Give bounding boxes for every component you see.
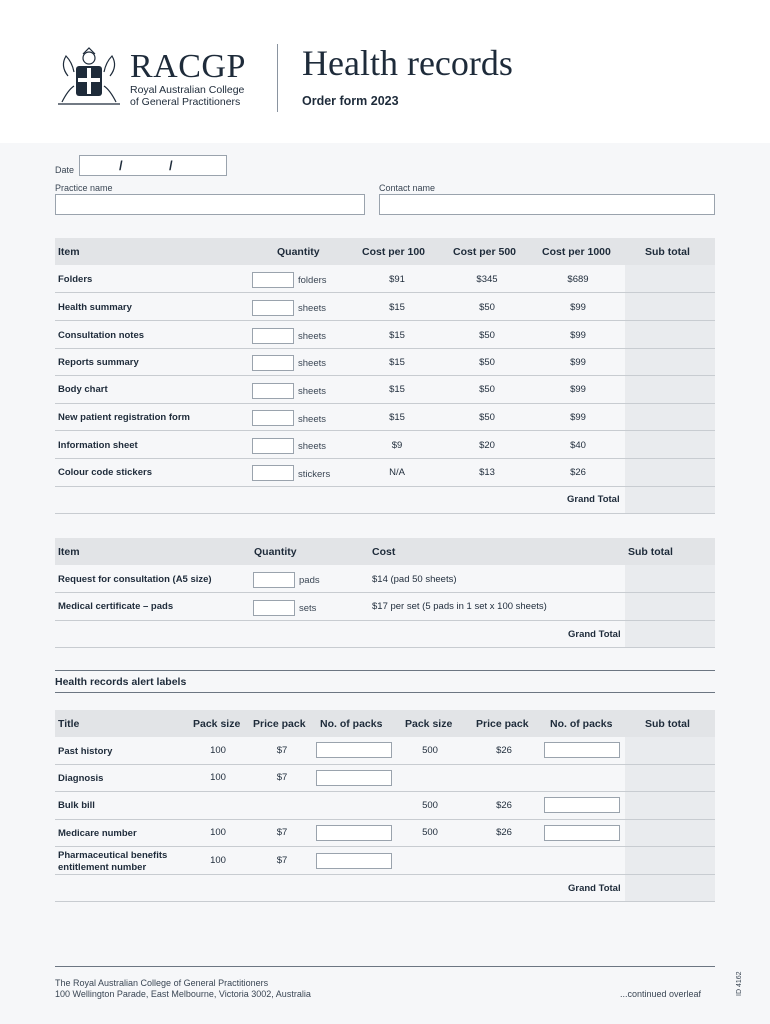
price-pack: $7 [276, 827, 288, 838]
item-name: Medical certificate – pads [58, 601, 174, 612]
date-input[interactable] [79, 155, 227, 176]
unit-label: stickers [298, 469, 331, 480]
price-pack: $7 [276, 745, 288, 756]
practice-name-label: Practice name [55, 183, 113, 193]
cost-1000: $689 [567, 274, 589, 285]
pack-size: 100 [210, 855, 226, 866]
cost-100: $15 [389, 330, 405, 341]
no-of-packs-input-2[interactable] [544, 797, 620, 813]
pack-size: 100 [210, 745, 226, 756]
date-separator: / [169, 158, 173, 173]
date-separator: / [119, 158, 123, 173]
no-of-packs-input[interactable] [316, 742, 392, 758]
cost-500: $50 [479, 357, 495, 368]
col-quantity: Quantity [254, 546, 297, 558]
table-row [55, 431, 715, 459]
quantity-input[interactable] [252, 465, 294, 481]
table-row [55, 293, 715, 321]
table2-header [55, 538, 715, 565]
item-name: Colour code stickers [58, 467, 152, 478]
table-row [55, 737, 715, 765]
cost-100: $91 [389, 274, 405, 285]
quantity-input[interactable] [252, 383, 294, 399]
grand-total-label: Grand Total [568, 629, 621, 640]
col-subtotal: Sub total [628, 546, 673, 558]
grand-total-label: Grand Total [567, 494, 620, 505]
quantity-input[interactable] [252, 300, 294, 316]
subtotal-cell[interactable] [625, 265, 715, 292]
label-title-line-1: Pharmaceutical benefits [58, 850, 168, 861]
item-name: Reports summary [58, 357, 139, 368]
col-price-pack-2: Price pack [476, 718, 529, 730]
cost-1000: $99 [570, 384, 586, 395]
no-of-packs-input-2[interactable] [544, 742, 620, 758]
table-row [55, 765, 715, 792]
section-divider [55, 692, 715, 693]
subtotal-cell[interactable] [625, 792, 715, 819]
unit-label: sets [299, 603, 317, 614]
subtotal-cell[interactable] [625, 593, 715, 620]
table-row [55, 265, 715, 293]
cost-1000: $40 [570, 440, 586, 451]
document-id: ID 4162 [736, 971, 743, 996]
table-row [55, 820, 715, 847]
cost-1000: $26 [570, 467, 586, 478]
grand-total-cell[interactable] [625, 487, 715, 513]
pack-size-2: 500 [422, 800, 438, 811]
college-line-1: Royal Australian College [130, 84, 245, 96]
table-row [55, 459, 715, 487]
col-cost-1000: Cost per 1000 [542, 246, 611, 258]
table-row [55, 404, 715, 431]
table1-header [55, 238, 715, 265]
table3-header [55, 710, 715, 737]
col-subtotal: Sub total [645, 246, 690, 258]
col-cost: Cost [372, 546, 396, 558]
unit-label: sheets [298, 441, 326, 452]
subtotal-cell[interactable] [625, 431, 715, 458]
col-cost-500: Cost per 500 [453, 246, 517, 258]
cost-500: $345 [476, 274, 498, 285]
cost-500: $50 [479, 302, 495, 313]
subtotal-cell[interactable] [625, 349, 715, 375]
page-subtitle: Order form 2023 [302, 94, 399, 108]
footer-org-name: The Royal Australian College of General Practitioners [55, 978, 269, 988]
col-pack-size: Pack size [193, 718, 241, 730]
label-title: Medicare number [58, 828, 137, 839]
footer-address [55, 978, 311, 1000]
brand-name: RACGP [130, 48, 246, 85]
page-title: Health records [302, 43, 513, 83]
cost-1000: $99 [570, 302, 586, 313]
label-title: Bulk bill [58, 800, 95, 811]
unit-label: sheets [298, 386, 326, 397]
table-row [55, 847, 715, 875]
price-pack-2: $26 [496, 827, 512, 838]
contact-name-input[interactable] [379, 194, 715, 215]
footer-org-address: 100 Wellington Parade, East Melbourne, Victoria 3002, Australia [55, 989, 311, 999]
subtotal-cell[interactable] [625, 737, 715, 764]
no-of-packs-input[interactable] [316, 853, 392, 869]
col-quantity: Quantity [277, 246, 320, 258]
practice-name-input[interactable] [55, 194, 365, 215]
col-pack-size-2: Pack size [405, 718, 453, 730]
cost-100: $15 [389, 357, 405, 368]
pack-size-2: 500 [422, 745, 438, 756]
unit-label: folders [298, 275, 327, 286]
subtotal-cell[interactable] [625, 820, 715, 846]
cost-500: $20 [479, 440, 495, 451]
quantity-input[interactable] [253, 572, 295, 588]
footer-divider [55, 966, 715, 967]
no-of-packs-input[interactable] [316, 770, 392, 786]
continued-note: ...continued overleaf [620, 989, 702, 999]
grand-total-cell[interactable] [625, 875, 715, 901]
college-name [130, 84, 244, 108]
table-row [55, 792, 715, 820]
unit-label: sheets [298, 303, 326, 314]
label-title [58, 850, 167, 874]
item-name: New patient registration form [58, 412, 190, 423]
item-name: Consultation notes [58, 330, 145, 341]
cost-100: $15 [389, 412, 405, 423]
cost-description: $14 (pad 50 sheets) [372, 574, 457, 585]
unit-label: sheets [298, 331, 326, 342]
grand-total-row [55, 487, 715, 514]
quantity-input[interactable] [252, 272, 294, 288]
subtotal-cell[interactable] [625, 404, 715, 430]
subtotal-cell[interactable] [625, 765, 715, 791]
pack-size: 100 [210, 772, 226, 783]
cost-1000: $99 [570, 357, 586, 368]
quantity-input[interactable] [252, 438, 294, 454]
cost-500: $50 [479, 412, 495, 423]
unit-label: pads [299, 575, 320, 586]
table-row [55, 321, 715, 349]
no-of-packs-input-2[interactable] [544, 825, 620, 841]
unit-label: sheets [298, 414, 326, 425]
quantity-input[interactable] [252, 410, 294, 426]
subtotal-cell[interactable] [625, 565, 715, 592]
price-pack: $7 [276, 855, 288, 866]
coat-of-arms-logo [54, 46, 124, 108]
table-row [55, 376, 715, 404]
cost-500: $50 [479, 384, 495, 395]
subtotal-cell[interactable] [625, 321, 715, 348]
college-line-2: of General Practitioners [130, 96, 241, 108]
col-cost-100: Cost per 100 [362, 246, 426, 258]
cost-description: $17 per set (5 pads in 1 set x 100 sheets) [372, 601, 547, 612]
cost-1000: $99 [570, 330, 586, 341]
pack-size-2: 500 [422, 827, 438, 838]
cost-100: $15 [389, 302, 405, 313]
contact-name-label: Contact name [379, 183, 436, 193]
col-title: Title [58, 718, 80, 730]
label-title: Diagnosis [58, 773, 104, 784]
price-pack-2: $26 [496, 800, 512, 811]
grand-total-row [55, 875, 715, 902]
col-item: Item [58, 546, 80, 558]
price-pack: $7 [276, 772, 288, 783]
unit-label: sheets [298, 358, 326, 369]
grand-total-label: Grand Total [568, 883, 621, 894]
cost-100: $15 [389, 384, 405, 395]
item-name: Information sheet [58, 440, 138, 451]
no-of-packs-input[interactable] [316, 825, 392, 841]
subtotal-cell[interactable] [625, 293, 715, 320]
cost-100: $9 [391, 440, 403, 451]
subtotal-cell[interactable] [625, 459, 715, 486]
cost-500: $13 [479, 467, 495, 478]
col-no-of-packs-2: No. of packs [550, 718, 613, 730]
quantity-input[interactable] [252, 328, 294, 344]
col-price-pack: Price pack [253, 718, 306, 730]
cost-100: N/A [389, 467, 405, 478]
page-header [0, 0, 770, 143]
label-title: Past history [58, 746, 113, 757]
subtotal-cell[interactable] [625, 376, 715, 403]
col-subtotal: Sub total [645, 718, 690, 730]
table-row [55, 593, 715, 621]
section-divider [55, 670, 715, 671]
price-pack-2: $26 [496, 745, 512, 756]
cost-1000: $99 [570, 412, 586, 423]
grand-total-row [55, 621, 715, 648]
col-item: Item [58, 246, 80, 258]
date-label: Date [55, 165, 75, 175]
item-name: Request for consultation (A5 size) [58, 574, 212, 585]
cost-500: $50 [479, 330, 495, 341]
item-name: Folders [58, 274, 93, 285]
item-name: Body chart [58, 384, 108, 395]
subtotal-cell[interactable] [625, 847, 715, 874]
table-row [55, 349, 715, 376]
label-title-line-2: entitlement number [58, 862, 147, 873]
section-title: Health records alert labels [55, 676, 187, 688]
header-divider [277, 44, 278, 112]
col-no-of-packs: No. of packs [320, 718, 383, 730]
table-row [55, 565, 715, 593]
item-name: Health summary [58, 302, 132, 313]
quantity-input[interactable] [253, 600, 295, 616]
quantity-input[interactable] [252, 355, 294, 371]
pack-size: 100 [210, 827, 226, 838]
grand-total-cell[interactable] [625, 621, 715, 647]
